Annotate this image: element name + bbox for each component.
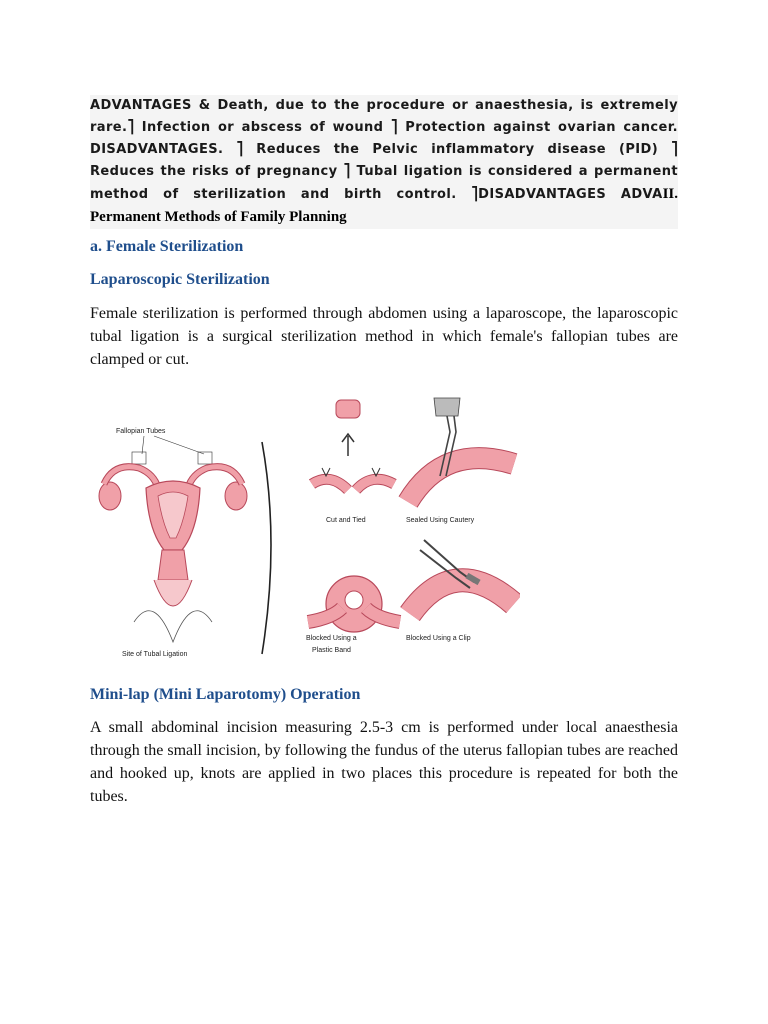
- laparoscopic-heading: Laparoscopic Sterilization: [90, 271, 270, 288]
- clip-label: Blocked Using a Clip: [406, 635, 471, 642]
- plastic-band-label-line2: Plastic Band: [312, 647, 351, 654]
- plastic-band-label-line1: Blocked Using a: [306, 635, 357, 642]
- plastic-band-panel: [306, 576, 400, 654]
- minilap-heading: Mini-lap (Mini Laparotomy) Operation: [90, 686, 361, 703]
- cut-and-tied-label: Cut and Tied: [326, 517, 366, 524]
- cautery-label: Sealed Using Cautery: [406, 517, 475, 524]
- cautery-panel: [406, 398, 514, 524]
- minilap-paragraph: A small abdominal incision measuring 2.5-3 cm is performed under local anaesthesia through the small incision, by following the fundus of the uterus fallopian tubes are reached and hooked up, knots are applied in two places this procedure is repeated for both the tubes.: [90, 719, 678, 805]
- site-of-ligation-label: Site of Tubal Ligation: [122, 651, 188, 658]
- tubal-ligation-illustration: [94, 392, 520, 662]
- laparoscopic-paragraph: Female sterilization is performed through abdomen using a laparoscope, the laparoscopic tubal ligation is a surgical sterilization method in which female's fallopian tubes are clamped or cut.: [90, 305, 678, 368]
- uterus-diagram: [99, 428, 271, 658]
- female-sterilization-heading: a. Female Sterilization: [90, 238, 244, 255]
- tubal-ligation-figure: [94, 392, 520, 662]
- advantages-disadvantages-text: ADVANTAGES & Death, due to the procedure or anaesthesia, is extremely rare.⎤ Infection or abscess of wound ⎤ Protection against ovarian cancer. DISADVANTAGES. ⎤ Reduces the Pelvic inflammatory disease (PID) ⎤ Reduces the risks of pregnancy ⎤ Tubal ligation is considered a permanent method of sterilization and birth control. ⎤DISADVANTAGES ADVA: [90, 98, 678, 202]
- fallopian-tubes-label: Fallopian Tubes: [116, 428, 166, 435]
- permanent-methods-heading: II. Permanent Methods of Family Planning: [90, 186, 678, 225]
- cut-and-tied-panel: [312, 400, 394, 524]
- clip-panel: [406, 540, 514, 642]
- advantages-overlay-text: [90, 95, 678, 229]
